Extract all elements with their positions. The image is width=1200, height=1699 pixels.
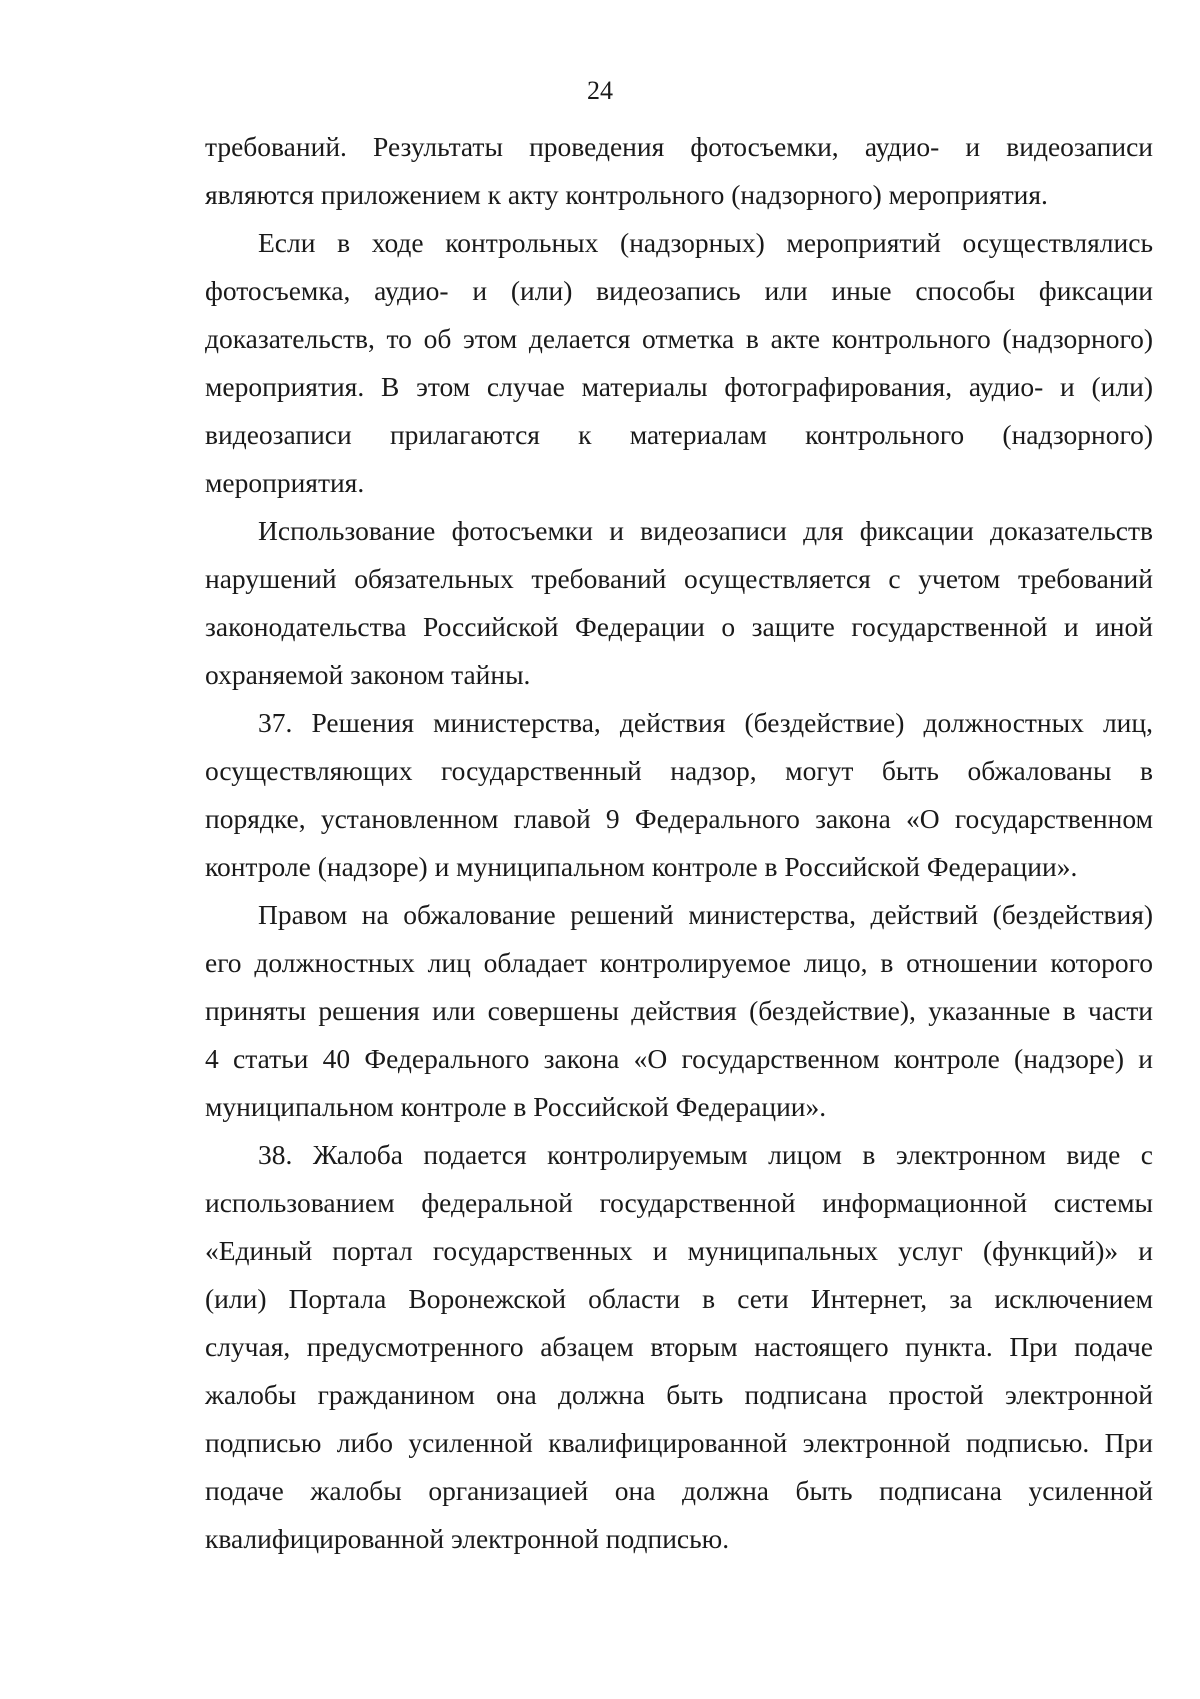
page-number: 24: [587, 76, 613, 105]
text-line: «Единый портал государственных и муниципальных услуг (функций)» и: [205, 1235, 1153, 1266]
text-line: охраняемой законом тайны.: [205, 659, 531, 690]
text-line: квалифицированной электронной подписью.: [205, 1523, 730, 1554]
text-line: муниципальном контроле в Российской Федерации».: [205, 1091, 827, 1122]
text-line: фотосъемка, аудио- и (или) видеозапись или иные способы фиксации: [205, 275, 1153, 306]
text-line: (или) Портала Воронежской области в сети Интернет, за исключением: [205, 1283, 1153, 1314]
text-line: его должностных лиц обладает контролируемое лицо, в отношении которого: [205, 947, 1153, 978]
text-line: использованием федеральной государственной информационной системы: [205, 1187, 1153, 1218]
text-line: Использование фотосъемки и видеозаписи для фиксации доказательств: [258, 515, 1153, 546]
text-line: доказательств, то об этом делается отметка в акте контрольного (надзорного): [205, 323, 1153, 354]
text-line: подаче жалобы организацией она должна быть подписана усиленной: [205, 1475, 1153, 1506]
text-line: приняты решения или совершены действия (бездействие), указанные в части: [205, 995, 1153, 1026]
text-line: требований. Результаты проведения фотосъемки, аудио- и видеозаписи: [205, 131, 1153, 162]
paragraph-3: [205, 507, 1153, 699]
text-line: законодательства Российской Федерации о защите государственной и иной: [205, 611, 1153, 642]
text-line: Правом на обжалование решений министерства, действий (бездействия): [258, 899, 1153, 930]
text-line: осуществляющих государственный надзор, могут быть обжалованы в: [205, 755, 1153, 786]
text-line: порядке, установленном главой 9 Федерального закона «О государственном: [205, 803, 1153, 834]
text-line: случая, предусмотренного абзацем вторым настоящего пункта. При подаче: [205, 1331, 1153, 1362]
text-line: 38. Жалоба подается контролируемым лицом в электронном виде с: [258, 1139, 1153, 1170]
paragraph-2: [205, 219, 1153, 507]
text-line: являются приложением к акту контрольного (надзорного) мероприятия.: [205, 179, 1048, 210]
text-line: 4 статьи 40 Федерального закона «О государственном контроле (надзоре) и: [205, 1043, 1153, 1074]
text-line: подписью либо усиленной квалифицированной электронной подписью. При: [205, 1427, 1153, 1458]
paragraph-1: [205, 123, 1153, 219]
text-line: контроле (надзоре) и муниципальном контроле в Российской Федерации».: [205, 851, 1078, 882]
text-line: 37. Решения министерства, действия (бездействие) должностных лиц,: [258, 707, 1153, 738]
paragraph-6: [205, 1131, 1153, 1563]
text-line: нарушений обязательных требований осуществляется с учетом требований: [205, 563, 1153, 594]
paragraph-4: [205, 699, 1153, 891]
document-body: [205, 123, 1153, 1563]
text-line: Если в ходе контрольных (надзорных) мероприятий осуществлялись: [258, 227, 1153, 258]
text-line: мероприятия.: [205, 467, 365, 498]
paragraph-5: [205, 891, 1153, 1131]
text-line: жалобы гражданином она должна быть подписана простой электронной: [205, 1379, 1153, 1410]
text-line: мероприятия. В этом случае материалы фотографирования, аудио- и (или): [205, 371, 1153, 402]
text-line: видеозаписи прилагаются к материалам контрольного (надзорного): [205, 419, 1153, 450]
